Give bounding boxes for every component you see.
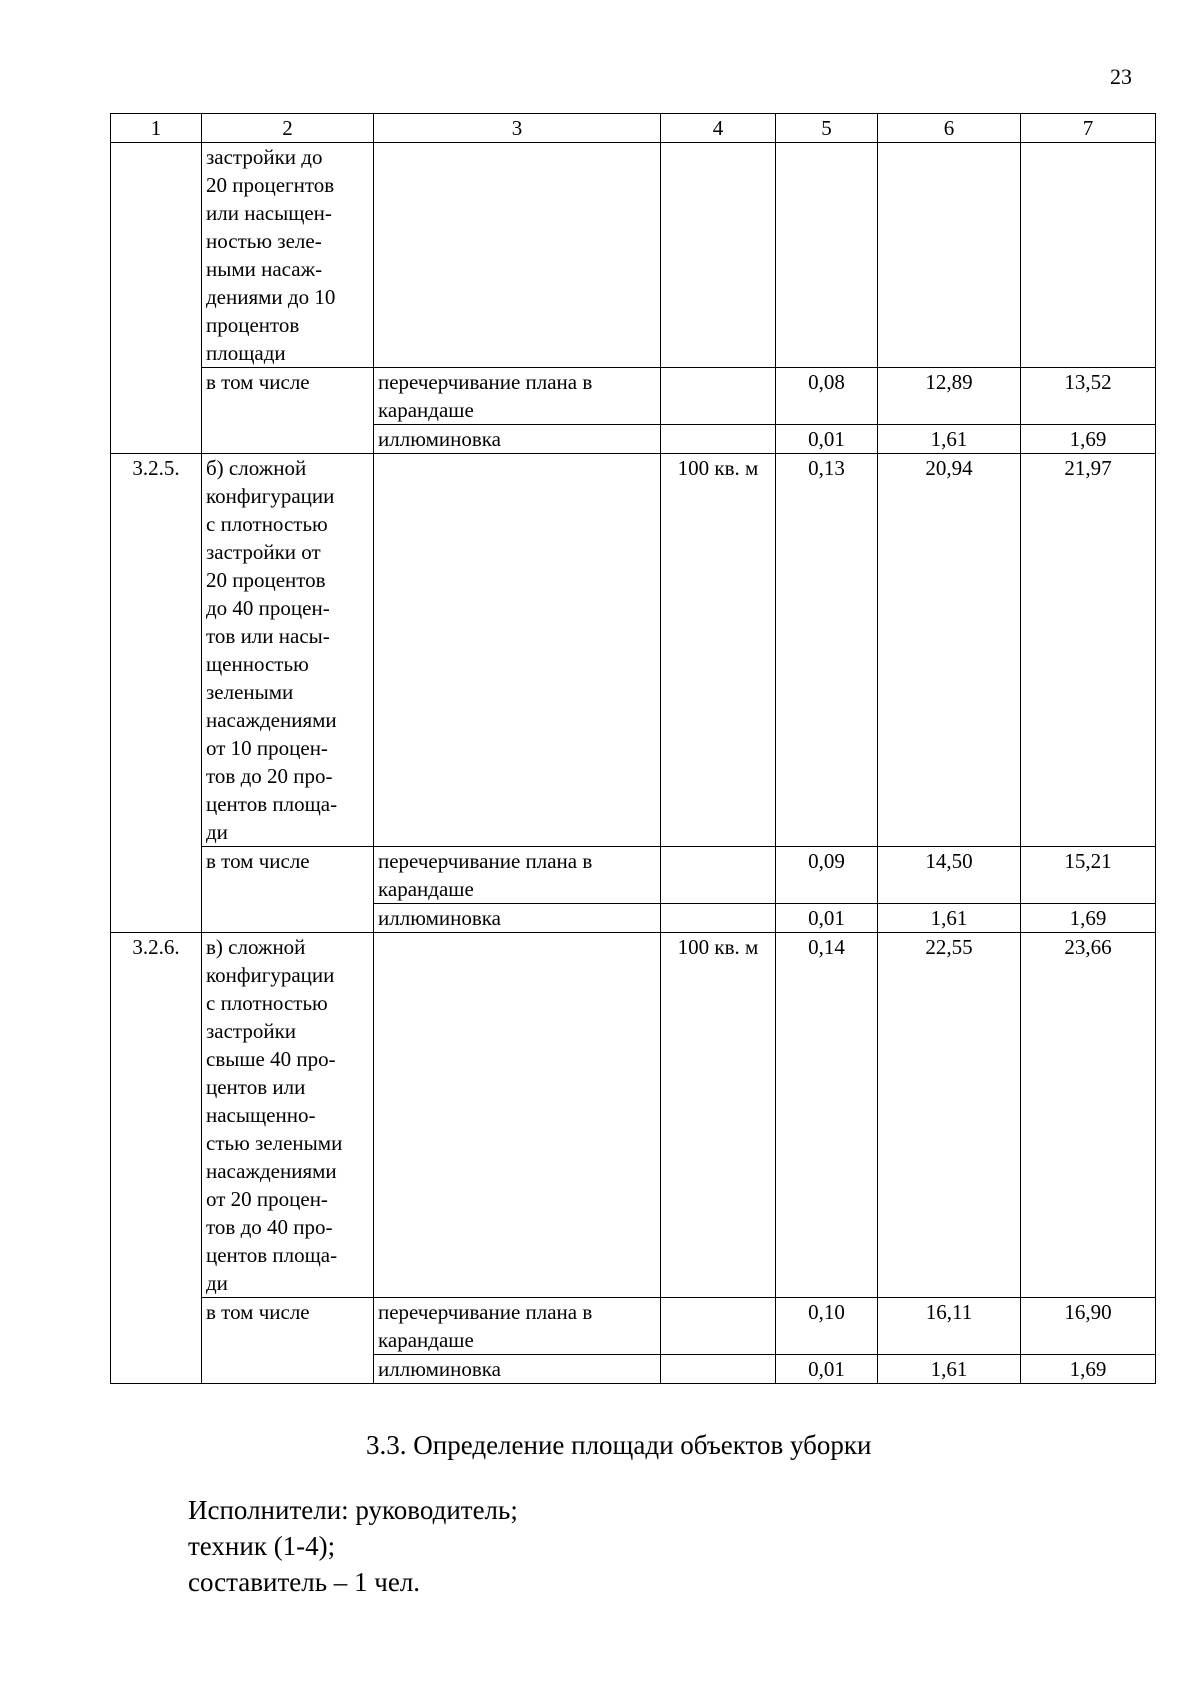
value-cell: 1,61 bbox=[878, 425, 1021, 454]
value-cell: 0,01 bbox=[776, 1355, 878, 1384]
section-heading: 3.3. Определение площади объектов уборки bbox=[366, 1430, 872, 1460]
performers-block bbox=[188, 1492, 518, 1600]
work-cell bbox=[374, 454, 661, 847]
value-cell: 13,52 bbox=[1021, 368, 1156, 425]
sub-label: в том числе bbox=[202, 1298, 374, 1384]
table-row bbox=[111, 454, 1156, 847]
value-cell: 23,66 bbox=[1021, 933, 1156, 1298]
unit-cell bbox=[661, 143, 776, 368]
item-number-cell bbox=[111, 143, 202, 454]
header-cell: 4 bbox=[661, 114, 776, 143]
item-number-cell: 3.2.6. bbox=[111, 933, 202, 1384]
value-cell: 0,01 bbox=[776, 425, 878, 454]
work-cell: перечерчивание плана в карандаше bbox=[374, 1298, 661, 1355]
header-cell: 2 bbox=[202, 114, 374, 143]
sub-label: в том числе bbox=[202, 368, 374, 454]
table-subrow bbox=[111, 847, 1156, 904]
work-cell bbox=[374, 933, 661, 1298]
value-cell: 0,08 bbox=[776, 368, 878, 425]
value-cell: 16,11 bbox=[878, 1298, 1021, 1355]
value-cell bbox=[776, 143, 878, 368]
table-row bbox=[111, 143, 1156, 368]
header-cell: 1 bbox=[111, 114, 202, 143]
unit-cell bbox=[661, 1298, 776, 1355]
value-cell: 0,01 bbox=[776, 904, 878, 933]
value-cell: 1,69 bbox=[1021, 425, 1156, 454]
unit-cell bbox=[661, 1355, 776, 1384]
header-cell: 7 bbox=[1021, 114, 1156, 143]
header-cell: 5 bbox=[776, 114, 878, 143]
value-cell bbox=[1021, 143, 1156, 368]
value-cell: 21,97 bbox=[1021, 454, 1156, 847]
value-cell: 1,69 bbox=[1021, 1355, 1156, 1384]
value-cell: 0,10 bbox=[776, 1298, 878, 1355]
header-cell: 3 bbox=[374, 114, 661, 143]
unit-cell: 100 кв. м bbox=[661, 933, 776, 1298]
value-cell: 14,50 bbox=[878, 847, 1021, 904]
work-cell: иллюминовка bbox=[374, 904, 661, 933]
value-cell: 1,69 bbox=[1021, 904, 1156, 933]
value-cell: 0,14 bbox=[776, 933, 878, 1298]
value-cell: 22,55 bbox=[878, 933, 1021, 1298]
value-cell: 16,90 bbox=[1021, 1298, 1156, 1355]
value-cell: 15,21 bbox=[1021, 847, 1156, 904]
unit-cell bbox=[661, 904, 776, 933]
table-header-row bbox=[111, 114, 1156, 143]
header-cell: 6 bbox=[878, 114, 1021, 143]
performers-line: Исполнители: руководитель; bbox=[188, 1495, 518, 1525]
value-cell: 12,89 bbox=[878, 368, 1021, 425]
sub-label: в том числе bbox=[202, 847, 374, 933]
performers-line: составитель – 1 чел. bbox=[188, 1567, 421, 1597]
work-cell: перечерчивание плана в карандаше bbox=[374, 368, 661, 425]
table-subrow bbox=[111, 368, 1156, 425]
unit-cell bbox=[661, 847, 776, 904]
unit-cell: 100 кв. м bbox=[661, 454, 776, 847]
table-subrow bbox=[111, 1298, 1156, 1355]
work-cell: иллюминовка bbox=[374, 1355, 661, 1384]
page-number: 23 bbox=[1110, 64, 1132, 89]
unit-cell bbox=[661, 425, 776, 454]
item-number-cell: 3.2.5. bbox=[111, 454, 202, 933]
unit-cell bbox=[661, 368, 776, 425]
item-description: в) сложной конфигурации с плотностью застройки свыше 40 про- центов или насыщенно- стью зелеными насаждениями от 20 процен- тов до 40 про- центов площа- ди bbox=[202, 933, 374, 1298]
value-cell bbox=[878, 143, 1021, 368]
work-cell: перечерчивание плана в карандаше bbox=[374, 847, 661, 904]
work-cell: иллюминовка bbox=[374, 425, 661, 454]
item-description: застройки до 20 процегнтов или насыщен- ностью зеле- ными насаж- дениями до 10 процентов площади bbox=[202, 143, 374, 368]
work-cell bbox=[374, 143, 661, 368]
table-row bbox=[111, 933, 1156, 1298]
value-cell: 1,61 bbox=[878, 904, 1021, 933]
performers-line: техник (1-4); bbox=[188, 1531, 336, 1561]
value-cell: 0,13 bbox=[776, 454, 878, 847]
value-cell: 20,94 bbox=[878, 454, 1021, 847]
value-cell: 1,61 bbox=[878, 1355, 1021, 1384]
value-cell: 0,09 bbox=[776, 847, 878, 904]
norms-table bbox=[110, 113, 1156, 1384]
item-description: б) сложной конфигурации с плотностью застройки от 20 процентов до 40 процен- тов или насы- щенностью зелеными насаждениями от 10 процен- тов до 20 про- центов площа- ди bbox=[202, 454, 374, 847]
